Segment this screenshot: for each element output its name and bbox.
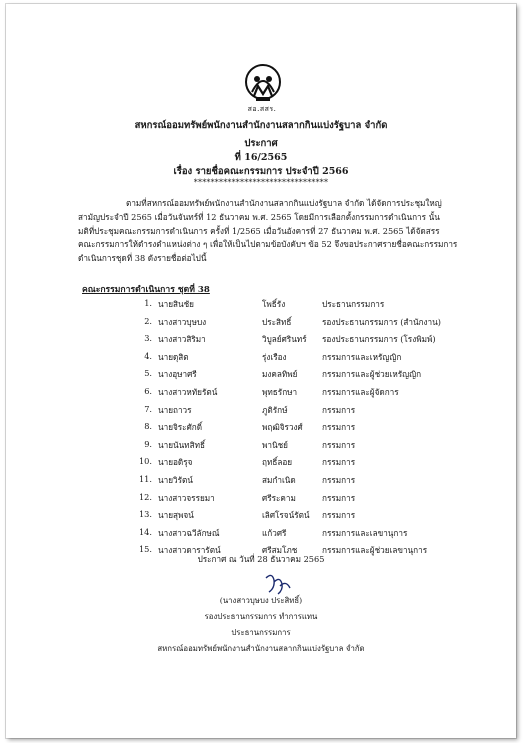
member-position: กรรมการ [322,457,356,468]
member-number: 7. [144,403,152,414]
list-item [6,474,516,492]
member-name: นางสาวฉวีลักษณ์ [158,527,220,538]
member-surname: พานิชย์ [262,439,288,450]
announcement-date: ประกาศ ณ วันที่ 28 ธันวาคม 2565 [197,554,325,564]
list-item [6,492,516,510]
member-position: กรรมการและเหรัญญิก [322,351,402,362]
member-position: รองประธานกรรมการ (สำนักงาน) [322,316,441,327]
body-paragraph [78,197,468,266]
member-name: นายจิระศักดิ์ [158,422,203,433]
member-surname: โพธิ์รัง [262,299,286,309]
organization-title: สหกรณ์ออมทรัพย์พนักงานสำนักงานสลากกินแบ่งรัฐบาล จำกัด [134,120,388,131]
member-name: นายสินชัย [158,299,194,309]
member-number: 8. [144,421,152,432]
member-position: กรรมการ [322,439,356,450]
member-surname: ศรีระคาม [262,492,296,503]
member-surname: พุทธรักษา [262,386,298,397]
member-surname: เลิศโรจน์รัตน์ [262,510,310,521]
member-surname: ภูติรักษ์ [262,404,288,415]
list-item [6,333,516,351]
list-item [6,316,516,334]
member-number: 14. [138,526,152,537]
member-number: 2. [144,315,152,326]
member-position: รองประธานกรรมการ (โรงพิมพ์) [322,334,436,345]
committee-member-list [6,298,516,562]
member-position: กรรมการและผู้จัดการ [322,386,399,397]
list-item [6,421,516,439]
handwritten-signature-icon [260,570,294,596]
signer-title: รองประธานกรรมการ ทำการแทน [204,612,318,621]
document-page [6,4,516,738]
list-item [6,509,516,527]
paragraph-line: มติที่ประชุมคณะกรรมการดำเนินการ ครั้งที่ 1/2565 เมื่อวันอังคารที่ 27 ธันวาคม พ.ศ. 2565 ได้จัดสรร [78,225,440,236]
announcement-subject: เรื่อง รายชื่อคณะกรรมการ ประจำปี 2566 [173,166,349,177]
member-surname: แก้วศรี [262,527,287,538]
logo-caption: สอ.สสร. [247,105,277,113]
member-surname: รุ่งเรือง [262,351,287,362]
member-name: นางสาวจรรยมา [158,492,215,503]
member-number: 4. [144,350,152,361]
list-item [6,386,516,404]
member-surname: ประสิทธิ์ [262,316,292,327]
member-position: กรรมการ [322,510,356,521]
member-name: นายถาวร [158,404,192,415]
list-item [6,456,516,474]
member-name: นางสาวบุษบง [158,316,207,327]
member-surname: ฤทธิ์ลอย [262,457,293,468]
member-name: นายสุพจน์ [158,510,194,521]
member-position: ประธานกรรมการ [322,299,385,309]
member-surname: มงคลทิพย์ [262,369,298,380]
member-position: กรรมการ [322,492,356,503]
member-position: กรรมการและเลขานุการ [322,527,408,538]
member-number: 11. [138,473,152,484]
member-name: นางสาวดารารัตน์ [158,545,221,556]
member-number: 1. [144,298,152,308]
divider-stars: ******************************** [193,178,329,187]
list-item [6,368,516,386]
signer-organization: สหกรณ์ออมทรัพย์พนักงานสำนักงานสลากกินแบ่งรัฐบาล จำกัด [157,644,365,653]
member-number: 5. [144,368,152,379]
paragraph-line: คณะกรรมการให้ดำรงตำแหน่งต่าง ๆ เพื่อให้เป็นไปตามข้อบังคับฯ ข้อ 52 จึงขอประกาศรายชื่อคณะกรรมการ [78,239,458,250]
signer-name: (นางสาวบุษบง ประสิทธิ์) [219,596,303,605]
member-position: กรรมการ [322,404,356,415]
paragraph-line: สามัญประจำปี 2565 เมื่อวันจันทร์ที่ 12 ธันวาคม พ.ศ. 2565 โดยมีการเลือกตั้งกรรมการดำเนินการ นั้น [78,211,440,222]
member-name: นายวิรัตน์ [158,474,193,485]
member-number: 3. [144,333,152,344]
member-name: นายนันทสิทธิ์ [158,439,205,450]
announcement-number: ที่ 16/2565 [234,152,288,163]
list-item [6,404,516,422]
member-number: 6. [144,385,152,396]
member-surname: วิบูลย์ศรินทร์ [262,334,307,345]
member-position: กรรมการและผู้ช่วยเลขานุการ [322,545,428,556]
list-item [6,439,516,457]
announcement-heading: ประกาศ [244,138,278,149]
member-name: นางสาวหทัยรัตน์ [158,386,218,397]
member-position: กรรมการ [322,474,356,485]
list-item [6,351,516,369]
member-position: กรรมการ [322,422,356,433]
member-number: 9. [144,438,152,449]
cooperative-logo-icon [242,62,284,106]
signer-role: ประธานกรรมการ [231,628,291,637]
member-surname: สมกำเนิด [262,474,296,485]
member-number: 13. [138,509,152,520]
committee-list-title: คณะกรรมการดำเนินการ ชุดที่ 38 [82,285,210,295]
member-name: นายอดิรุจ [158,457,193,468]
paragraph-line: ตามที่สหกรณ์ออมทรัพย์พนักงานสำนักงานสลากกินแบ่งรัฐบาล จำกัด ได้จัดการประชุมใหญ่ [126,198,442,208]
member-surname: ศรีสมโภช [262,545,298,556]
member-surname: พฤฒิจิรวงศ์ [262,422,303,433]
list-item [6,527,516,545]
member-name: นางสาวสิริมา [158,334,206,345]
member-name: นายดุสิต [158,351,189,362]
list-item [6,298,516,316]
member-name: นางอุษาศรี [158,369,197,380]
member-number: 15. [138,544,152,555]
member-number: 10. [138,456,152,467]
paragraph-line: ดำเนินการชุดที่ 38 ดังรายชื่อต่อไปนี้ [78,253,207,264]
member-position: กรรมการและผู้ช่วยเหรัญญิก [322,369,422,380]
member-number: 12. [138,491,152,502]
